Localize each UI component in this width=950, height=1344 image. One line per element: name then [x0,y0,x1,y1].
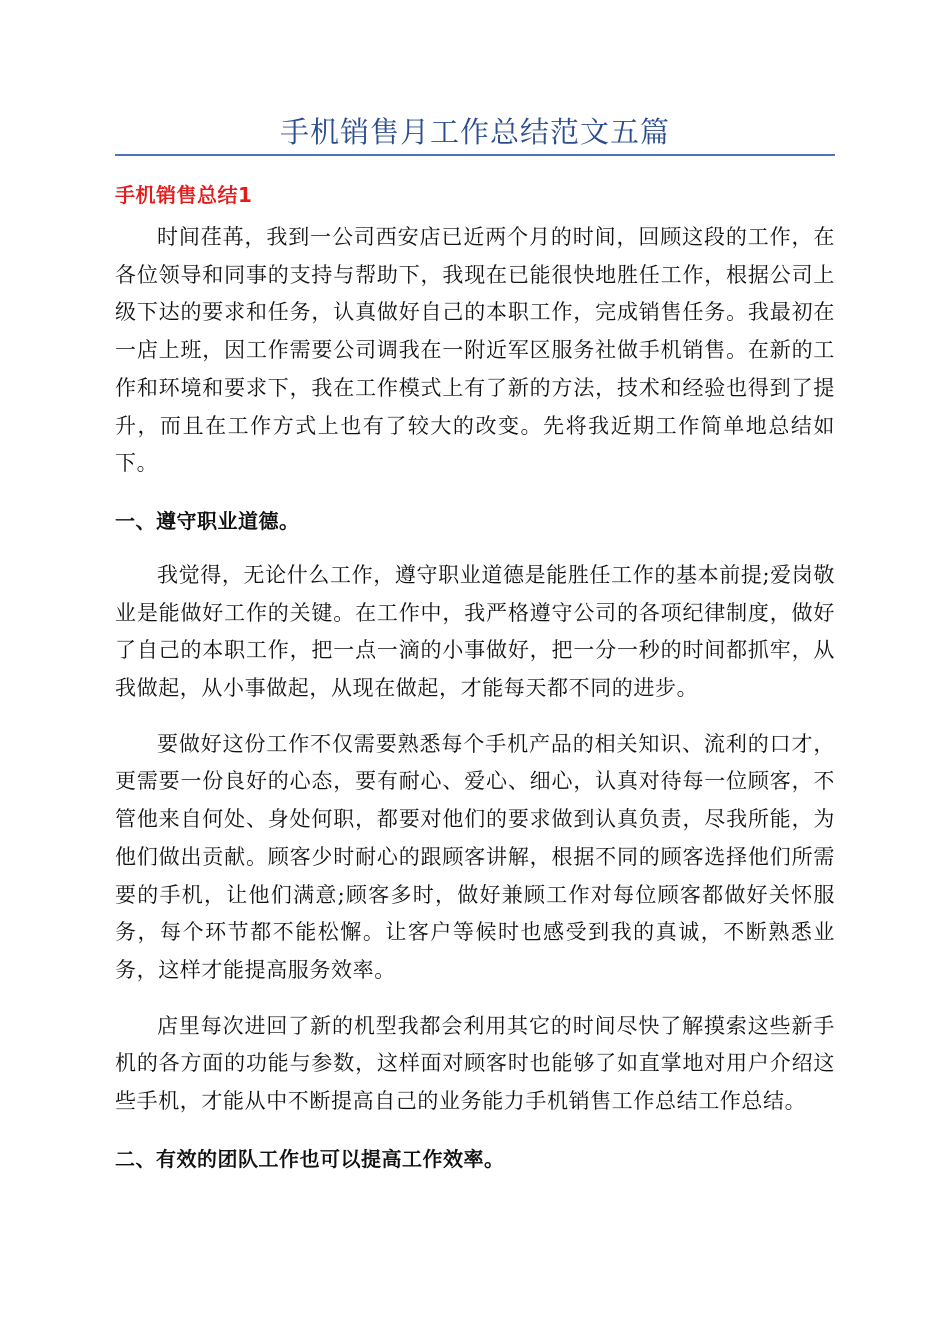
document-title: 手机销售月工作总结范文五篇 [279,115,670,149]
paragraph-service-attitude: 要做好这份工作不仅需要熟悉每个手机产品的相关知识、流利的口才，更需要一份良好的心态，要有耐心、爱心、细心，认真对待每一位顾客，不管他来自何处、身处何职，都要对他们的要求做到认真负责，尽我所能，为他们做出贡献。顾客少时耐心的跟顾客讲解，根据不同的顾客选择他们所需要的手机，让他们满意;顾客多时，做好兼顾工作对每位顾客都做好关怀服务，每个环节都不能松懈。让客户等候时也感受到我的真诚，不断熟悉业务，这样才能提高服务效率。 [115,731,835,982]
document-body [115,175,835,1195]
paragraph-ethics: 我觉得，无论什么工作，遵守职业道德是能胜任工作的基本前提;爱岗敬业是能做好工作的关键。在工作中，我严格遵守公司的各项纪律制度，做好了自己的本职工作，把一点一滴的小事做好，把一分一秒的时间都抓牢，从我做起，从小事做起，从现在做起，才能每天都不同的进步。 [115,562,835,701]
paragraph-intro: 时间荏苒，我到一公司西安店已近两个月的时间，回顾这段的工作，在各位领导和同事的支持与帮助下，我现在已能很快地胜任工作，根据公司上级下达的要求和任务，认真做好自己的本职工作，完成销售任务。我最初在一店上班，因工作需要公司调我在一附近军区服务社做手机销售。在新的工作和环境和要求下，我在工作模式上有了新的方法，技术和经验也得到了提升，而且在工作方式上也有了较大的改变。先将我近期工作简单地总结如下。 [115,225,835,476]
title-underline [115,154,835,156]
heading-teamwork: 二、有效的团队工作也可以提高工作效率。 [115,1146,505,1171]
heading-professional-ethics: 一、遵守职业道德。 [115,508,300,533]
paragraph-product-knowledge: 店里每次进回了新的机型我都会利用其它的时间尽快了解摸索这些新手机的各方面的功能与参数，这样面对顾客时也能够了如直掌地对用户介绍这些手机，才能从中不断提高自己的业务能力手机销售工作总结工作总结。 [115,1013,835,1114]
section-title: 手机销售总结1 [115,183,253,207]
